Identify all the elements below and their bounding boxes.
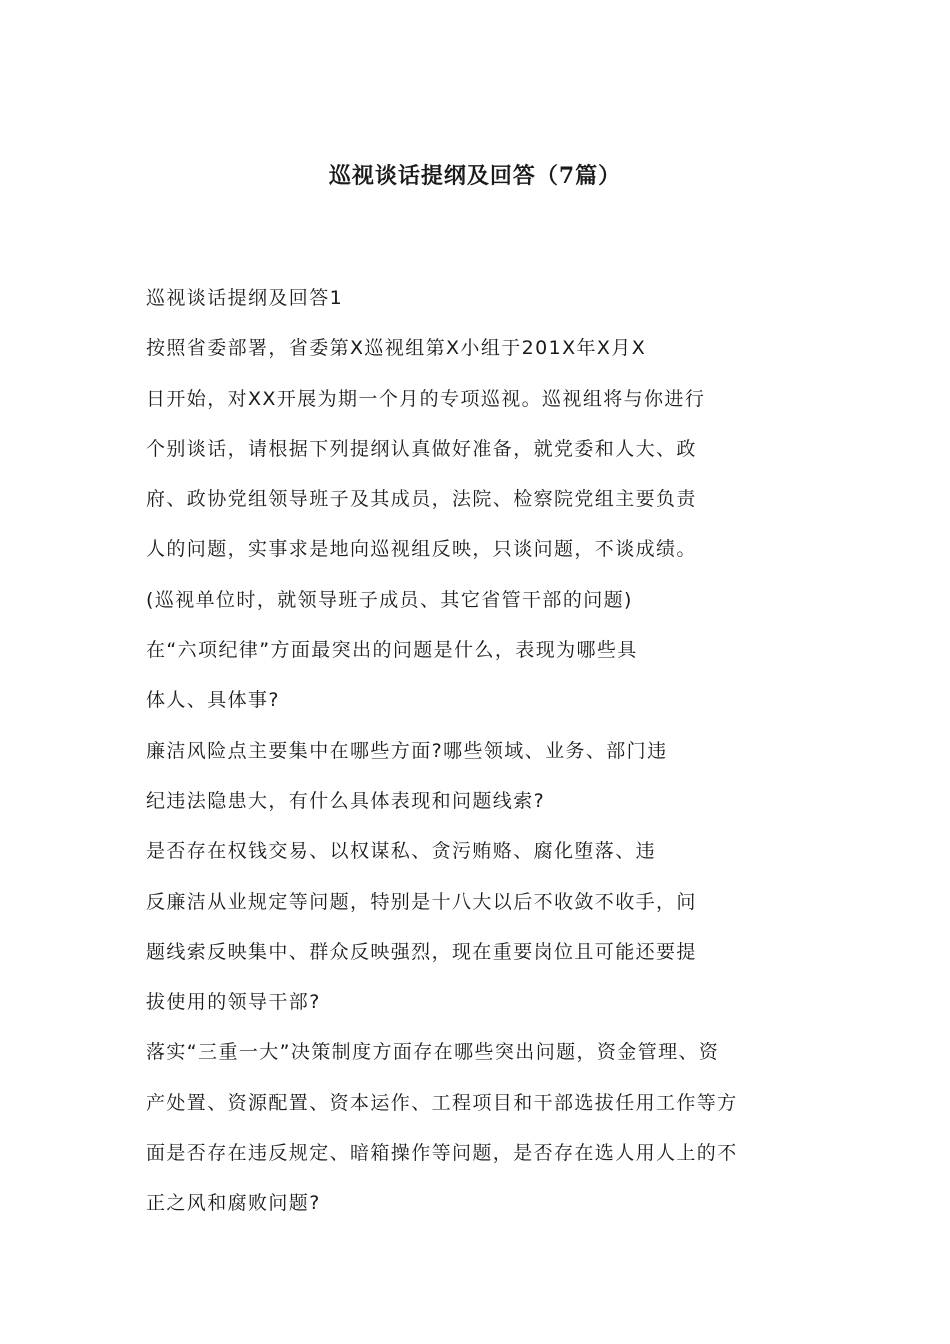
question-line: 体人、具体事? xyxy=(146,689,280,712)
paragraph-line: 府、政协党组领导班子及其成员，法院、检察院党组主要负责 xyxy=(146,488,697,511)
question-line: 正之风和腐败问题? xyxy=(146,1192,321,1215)
question-line: 纪违法隐患大，有什么具体表现和问题线索? xyxy=(146,789,546,812)
paragraph-line: 个别谈话，请根据下列提纲认真做好准备，就党委和人大、政 xyxy=(146,437,697,460)
question-line: 面是否存在违反规定、暗箱操作等问题，是否存在选人用人上的不 xyxy=(146,1142,738,1165)
question-line: 落实“三重一大”决策制度方面存在哪些突出问题，资金管理、资 xyxy=(146,1041,720,1064)
paragraph-line: (巡视单位时，就领导班子成员、其它省管干部的问题) xyxy=(146,588,633,611)
paragraph-line: 按照省委部署，省委第X巡视组第X小组于201X年X月X xyxy=(146,337,647,360)
question-line: 是否存在权钱交易、以权谋私、贪污贿赂、腐化堕落、违 xyxy=(146,840,657,863)
question-line: 反廉洁从业规定等问题，特别是十八大以后不收敛不收手，问 xyxy=(146,890,697,913)
document-body xyxy=(146,283,826,1239)
paragraph-line: 日开始，对XX开展为期一个月的专项巡视。巡视组将与你进行 xyxy=(146,387,706,410)
question-line: 题线索反映集中、群众反映强烈，现在重要岗位且可能还要提 xyxy=(146,940,697,963)
paragraph-line: 人的问题，实事求是地向巡视组反映，只谈问题，不谈成绩。 xyxy=(146,538,697,561)
question-line: 拔使用的领导干部? xyxy=(146,991,321,1014)
question-line: 廉洁风险点主要集中在哪些方面?哪些领域、业务、部门违 xyxy=(146,739,668,762)
question-line: 产处置、资源配置、资本运作、工程项目和干部选拔任用工作等方 xyxy=(146,1091,738,1114)
document-title: 巡视谈话提纲及回答（7篇） xyxy=(328,163,622,189)
section-heading: 巡视谈话提纲及回答1 xyxy=(146,287,344,309)
question-line: 在“六项纪律”方面最突出的问题是什么，表现为哪些具 xyxy=(146,639,638,662)
